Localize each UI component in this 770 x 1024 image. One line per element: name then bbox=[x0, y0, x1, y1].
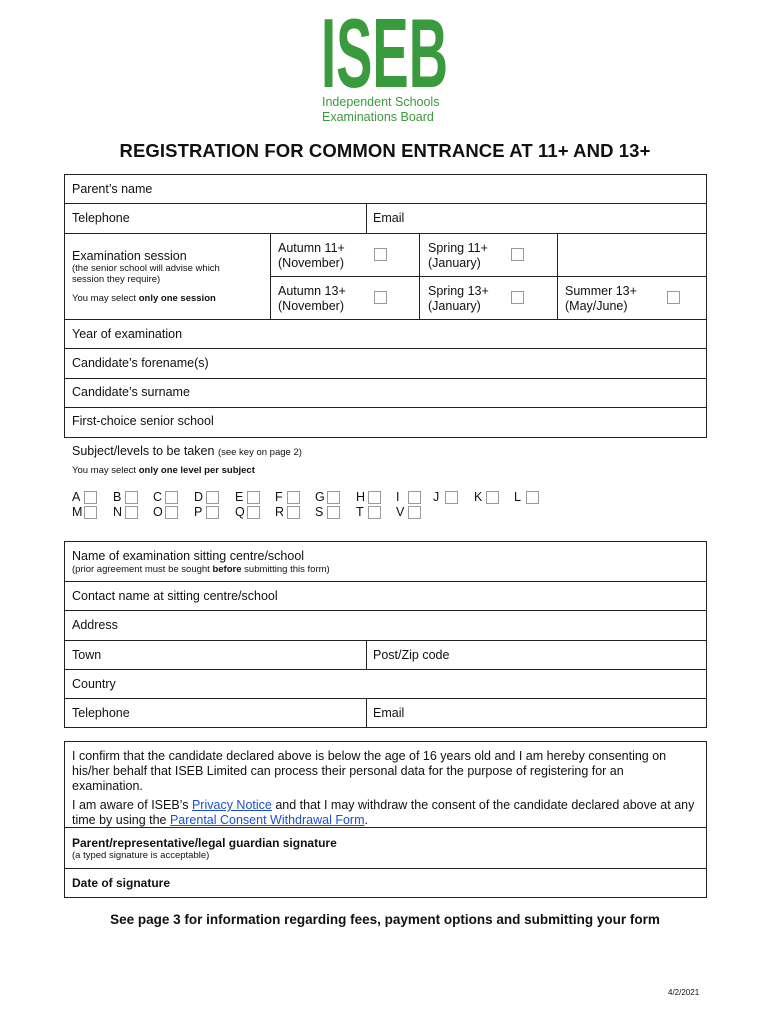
subject-t-label: T bbox=[356, 505, 364, 519]
subject-h-label: H bbox=[356, 490, 366, 504]
fees-note: See page 3 for information regarding fees, payment options and submitting your form bbox=[110, 912, 660, 927]
session-spring-13-checkbox[interactable] bbox=[511, 291, 524, 304]
telephone-field[interactable]: Telephone bbox=[72, 211, 130, 225]
subject-q-label: Q bbox=[235, 505, 245, 519]
consent-paragraph-2: I am aware of ISEB’s Privacy Notice and that I may withdraw the consent of the candidate declared above at any time by using the Parental Consent Withdrawal Form. bbox=[72, 798, 695, 827]
centre-name-field[interactable]: Name of examination sitting centre/school bbox=[72, 549, 305, 563]
session-spring-13: Spring 13+ (January) bbox=[428, 284, 489, 313]
subject-v-checkbox[interactable] bbox=[408, 506, 421, 519]
subject-p-label: P bbox=[194, 505, 203, 519]
subject-l-checkbox[interactable] bbox=[526, 491, 539, 504]
withdrawal-form-link[interactable]: Parental Consent Withdrawal Form bbox=[169, 813, 365, 827]
subject-k-label: K bbox=[474, 490, 483, 504]
subject-t-checkbox[interactable] bbox=[368, 506, 381, 519]
date-of-signature-field[interactable]: Date of signature bbox=[72, 876, 171, 890]
subjects-label: Subject/levels to be taken (see key on page 2) bbox=[72, 444, 302, 458]
subject-f-checkbox[interactable] bbox=[287, 491, 300, 504]
subject-s-label: S bbox=[315, 505, 324, 519]
surname-field[interactable]: Candidate’s surname bbox=[72, 385, 190, 399]
session-spring-11-checkbox[interactable] bbox=[511, 248, 524, 261]
logo-mark: ISEB bbox=[321, 10, 448, 90]
subject-o-label: O bbox=[153, 505, 163, 519]
year-field[interactable]: Year of examination bbox=[72, 327, 183, 341]
subject-f-label: F bbox=[275, 490, 283, 504]
page-title: REGISTRATION FOR COMMON ENTRANCE AT 11+ AND 13+ bbox=[119, 140, 651, 161]
subject-i-label: I bbox=[396, 490, 400, 504]
logo-line1: Independent Schools bbox=[322, 95, 440, 109]
centre-telephone-field[interactable]: Telephone bbox=[72, 706, 130, 720]
subject-n-checkbox[interactable] bbox=[125, 506, 138, 519]
subject-v-label: V bbox=[396, 505, 405, 519]
subject-a-checkbox[interactable] bbox=[84, 491, 97, 504]
address-field[interactable]: Address bbox=[72, 618, 118, 632]
session-autumn-11-checkbox[interactable] bbox=[374, 248, 387, 261]
session-summer-13-checkbox[interactable] bbox=[667, 291, 680, 304]
subject-c-checkbox[interactable] bbox=[165, 491, 178, 504]
subject-p-checkbox[interactable] bbox=[206, 506, 219, 519]
email-field[interactable]: Email bbox=[373, 211, 405, 225]
subject-m-label: M bbox=[72, 505, 83, 519]
iseb-logo bbox=[321, 10, 449, 90]
town-field[interactable]: Town bbox=[72, 648, 102, 662]
subject-b-label: B bbox=[113, 490, 122, 504]
subject-r-checkbox[interactable] bbox=[287, 506, 300, 519]
subject-a-label: A bbox=[72, 490, 81, 504]
forename-field[interactable]: Candidate’s forename(s) bbox=[72, 356, 209, 370]
privacy-notice-link[interactable]: Privacy Notice bbox=[191, 798, 272, 812]
centre-email-field[interactable]: Email bbox=[373, 706, 405, 720]
subjects-select-note: You may select only one level per subject bbox=[72, 465, 255, 476]
session-autumn-13-checkbox[interactable] bbox=[374, 291, 387, 304]
subject-q-checkbox[interactable] bbox=[247, 506, 260, 519]
subject-l-label: L bbox=[514, 490, 521, 504]
subject-h-checkbox[interactable] bbox=[368, 491, 381, 504]
subject-c-label: C bbox=[153, 490, 163, 504]
postcode-field[interactable]: Post/Zip code bbox=[373, 648, 450, 662]
subject-k-checkbox[interactable] bbox=[486, 491, 499, 504]
subject-r-label: R bbox=[275, 505, 285, 519]
subject-b-checkbox[interactable] bbox=[125, 491, 138, 504]
subject-o-checkbox[interactable] bbox=[165, 506, 178, 519]
first-choice-field[interactable]: First-choice senior school bbox=[72, 414, 214, 428]
session-spring-11: Spring 11+ (January) bbox=[428, 241, 488, 270]
subject-m-checkbox[interactable] bbox=[84, 506, 97, 519]
signature-note: (a typed signature is acceptable) bbox=[72, 850, 210, 861]
exam-session-note: (the senior school will advise which session they require) bbox=[72, 263, 220, 285]
consent-paragraph-1: I confirm that the candidate declared above is below the age of 16 years old and I am hereby consenting on his/her behalf that ISEB Limited can process their personal data for the purpose of registering for an examination. bbox=[72, 749, 667, 793]
subject-e-label: E bbox=[235, 490, 244, 504]
subject-g-label: G bbox=[315, 490, 325, 504]
subject-n-label: N bbox=[113, 505, 123, 519]
subject-e-checkbox[interactable] bbox=[247, 491, 260, 504]
signature-field[interactable]: Parent/representative/legal guardian signature bbox=[72, 836, 337, 850]
session-autumn-11: Autumn 11+ (November) bbox=[278, 241, 345, 270]
country-field[interactable]: Country bbox=[72, 677, 116, 691]
session-autumn-13: Autumn 13+ (November) bbox=[278, 284, 346, 313]
logo-subtitle bbox=[322, 95, 462, 125]
subject-j-checkbox[interactable] bbox=[445, 491, 458, 504]
session-summer-13: Summer 13+ (May/June) bbox=[565, 284, 637, 313]
document-date: 4/2/2021 bbox=[668, 988, 700, 997]
subject-g-checkbox[interactable] bbox=[327, 491, 340, 504]
contact-name-field[interactable]: Contact name at sitting centre/school bbox=[72, 589, 278, 603]
subject-d-checkbox[interactable] bbox=[206, 491, 219, 504]
logo-line2: Examinations Board bbox=[322, 110, 434, 124]
exam-session-select-note: You may select only one session bbox=[72, 293, 216, 304]
centre-name-note: (prior agreement must be sought before submitting this form) bbox=[72, 564, 330, 575]
exam-session-label: Examination session bbox=[72, 249, 187, 263]
subject-j-label: J bbox=[433, 490, 440, 504]
parents-name-field[interactable]: Parent’s name bbox=[72, 182, 153, 196]
subject-s-checkbox[interactable] bbox=[327, 506, 340, 519]
subject-d-label: D bbox=[194, 490, 204, 504]
subject-i-checkbox[interactable] bbox=[408, 491, 421, 504]
